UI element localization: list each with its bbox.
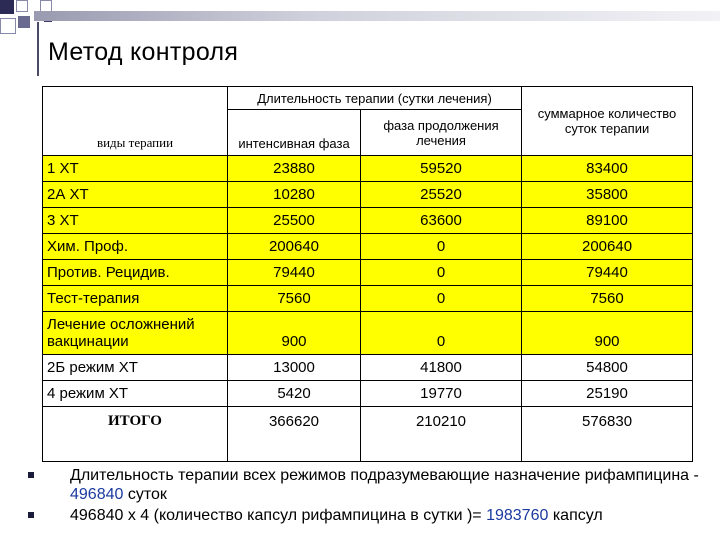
intensive-value: 366620 — [228, 407, 361, 462]
bullet-text: 496840 х 4 (количество капсул рифампицина в сутки )= — [70, 507, 487, 524]
bullet-text: Длительность терапии всех режимов подразумевающие назначение рифампицина - — [70, 467, 699, 484]
intensive-value: 900 — [228, 312, 361, 355]
continuation-value: 41800 — [361, 355, 522, 381]
total-value: 83400 — [522, 156, 693, 182]
therapy-duration-table — [42, 86, 693, 462]
bullet-list — [28, 466, 720, 525]
total-value: 89100 — [522, 208, 693, 234]
continuation-value: 19770 — [361, 381, 522, 407]
continuation-value: 63600 — [361, 208, 522, 234]
total-value: 54800 — [522, 355, 693, 381]
intensive-value: 200640 — [228, 234, 361, 260]
row-name: Лечение осложнений вакцинации — [43, 312, 228, 355]
continuation-value: 0 — [361, 312, 522, 355]
slide-title: Метод контроля — [48, 38, 239, 66]
square-bullet-icon — [28, 472, 34, 478]
row-name: 2А ХТ — [43, 182, 228, 208]
table-row — [43, 312, 693, 355]
intensive-phase-header: интенсивная фаза — [228, 110, 361, 156]
row-name: Хим. Проф. — [43, 234, 228, 260]
intensive-value: 25500 — [228, 208, 361, 234]
total-value: 200640 — [522, 234, 693, 260]
row-name: 3 ХТ — [43, 208, 228, 234]
continuation-value: 210210 — [361, 407, 522, 462]
continuation-value: 0 — [361, 260, 522, 286]
table-row — [43, 234, 693, 260]
bullet-item — [28, 506, 720, 525]
continuation-phase-header: фаза продолжения лечения — [361, 110, 522, 156]
table-row — [43, 355, 693, 381]
row-name: 2Б режим ХТ — [43, 355, 228, 381]
table-row — [43, 182, 693, 208]
row-name: Против. Рецидив. — [43, 260, 228, 286]
total-value: 7560 — [522, 286, 693, 312]
continuation-value: 0 — [361, 234, 522, 260]
continuation-value: 25520 — [361, 182, 522, 208]
bullet-suffix: капсул — [548, 507, 603, 524]
total-value: 900 — [522, 312, 693, 355]
intensive-value: 13000 — [228, 355, 361, 381]
total-days-header: суммарное количество суток терапии — [522, 87, 693, 156]
intensive-value: 7560 — [228, 286, 361, 312]
intensive-value: 10280 — [228, 182, 361, 208]
continuation-value: 59520 — [361, 156, 522, 182]
total-value: 79440 — [522, 260, 693, 286]
table-header-row — [43, 87, 693, 110]
square-bullet-icon — [28, 512, 34, 518]
total-row-name: ИТОГО — [43, 407, 228, 462]
intensive-value: 5420 — [228, 381, 361, 407]
intensive-value: 23880 — [228, 156, 361, 182]
bullet-value: 1983760 — [486, 507, 549, 524]
total-value: 35800 — [522, 182, 693, 208]
duration-group-header: Длительность терапии (сутки лечения) — [228, 87, 522, 110]
title-divider — [37, 22, 39, 76]
therapy-types-header — [43, 87, 228, 156]
table-total-row — [43, 407, 693, 462]
table-row — [43, 381, 693, 407]
bullet-suffix: суток — [123, 486, 167, 503]
header-gradient-bar — [34, 11, 720, 21]
row-name: 1 ХТ — [43, 156, 228, 182]
therapy-types-label: виды терапии — [96, 135, 174, 150]
table-row — [43, 286, 693, 312]
continuation-value: 0 — [361, 286, 522, 312]
table-row — [43, 260, 693, 286]
intensive-value: 79440 — [228, 260, 361, 286]
bullet-item — [28, 466, 720, 504]
bullet-value: 496840 — [70, 486, 124, 503]
table-row — [43, 208, 693, 234]
row-name: Тест-терапия — [43, 286, 228, 312]
total-value: 576830 — [522, 407, 693, 462]
row-name: 4 режим ХТ — [43, 381, 228, 407]
table-row — [43, 156, 693, 182]
total-value: 25190 — [522, 381, 693, 407]
